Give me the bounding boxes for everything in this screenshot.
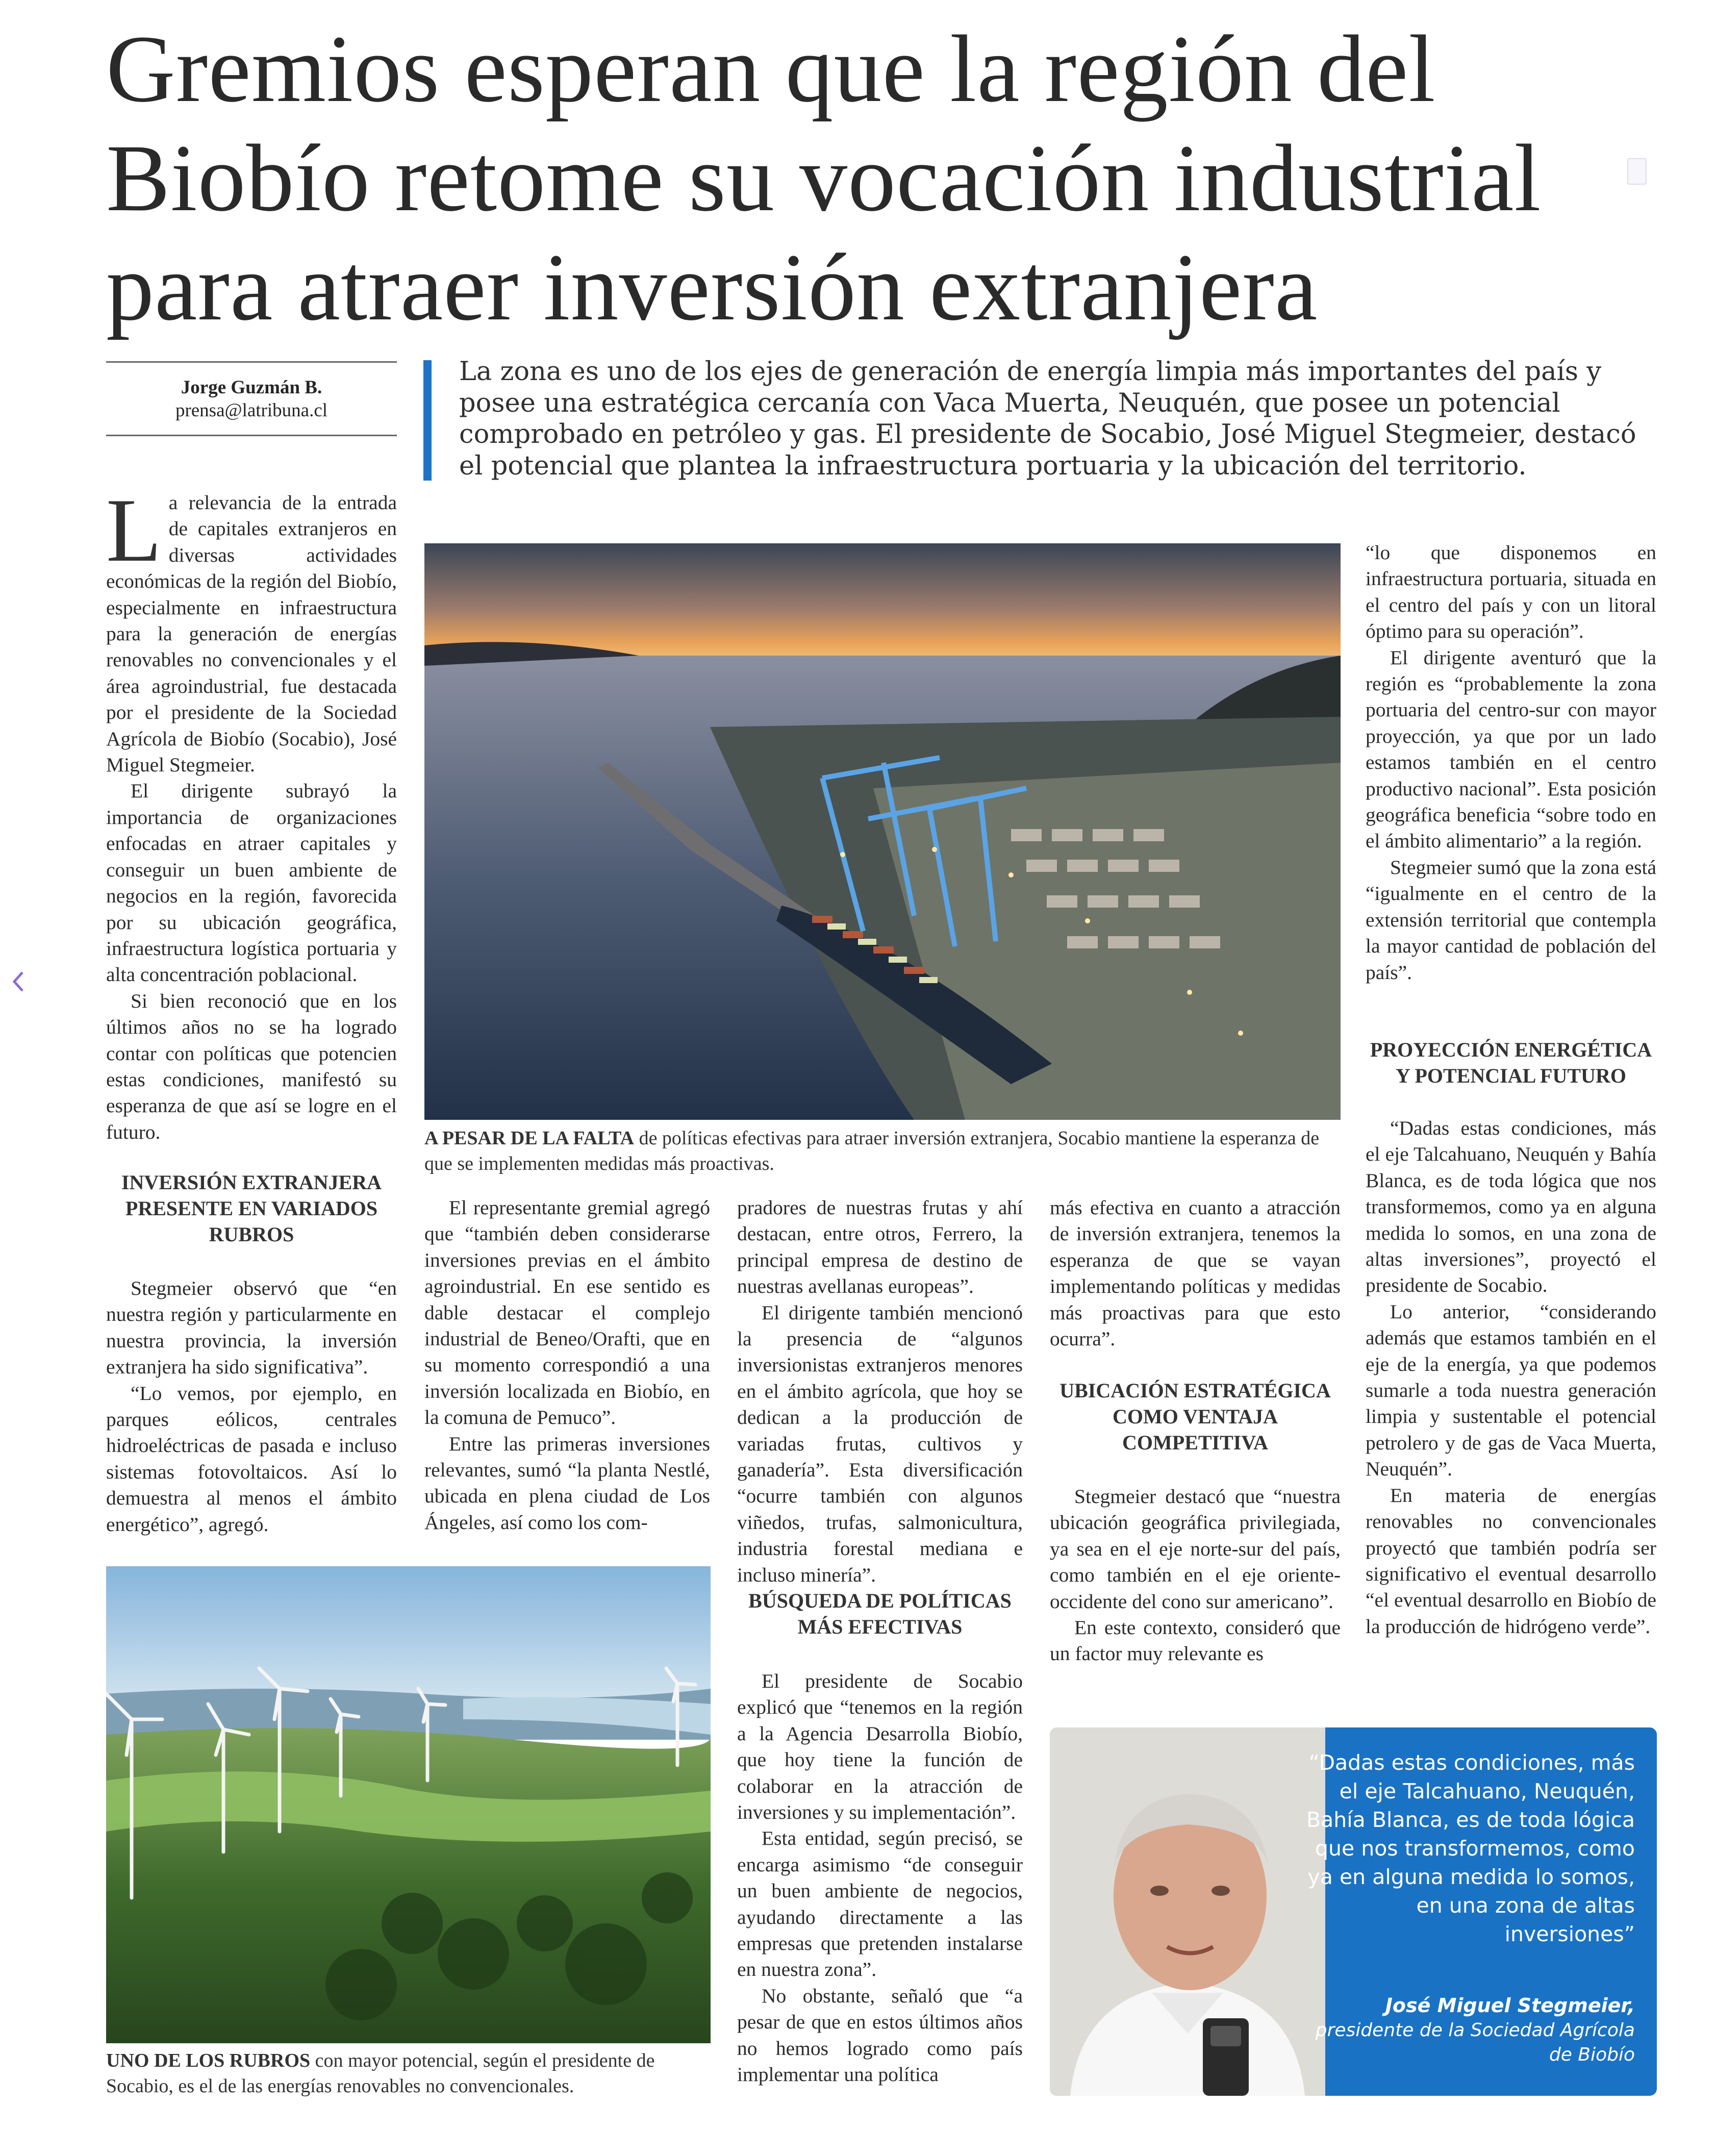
paragraph: No obstante, señaló que “a pesar de que en estos últimos años no hemos logrado como país implementar una política — [737, 1984, 1023, 2086]
column-2 — [424, 1195, 710, 1536]
paragraph: más efectiva en cuanto a atracción de inversión extranjera, tenemos la esperanza de que se vayan implementando políticas y medidas más proactivas para que esto ocurra”. — [1050, 1196, 1341, 1350]
paragraph: pradores de nuestras frutas y ahí destacan, entre otros, Ferrero, la principal empresa de destino de nuestras avellanas europeas”. — [737, 1196, 1023, 1298]
wind-farm-illustration — [106, 1566, 711, 2043]
lead-accent-bar — [423, 360, 432, 481]
chevron-left-icon[interactable] — [8, 966, 29, 997]
column-4-top — [1050, 1195, 1341, 1352]
column-1-top — [106, 480, 397, 1145]
paragraph: El dirigente aventuró que la región es “probablemente la zona portuaria del centro-sur con mayor proyección, ya que por un lado estamos también en el centro productivo nacional”. Esta posición geográfica beneficia “sobre todo en el ámbito alimentario” a la región. — [1366, 646, 1656, 853]
lead-paragraph: La zona es uno de los ejes de generación de energía limpia más importantes del país y posee una estratégica cercanía con Vaca Muerta, Neuquén, que posee un potencial comprobado en petróleo y gas. El presidente de Socabio, José Miguel Stegmeier, destacó el potencial que plantea la infraestructura portuaria y la ubicación del territorio. — [459, 357, 1636, 481]
port-photo-caption: A PESAR DE LA FALTA de políticas efectivas para atraer inversión extranjera, Socabio mantiene la esperanza de que se implementen medidas más proactivas. — [424, 1127, 1320, 1174]
paragraph: En este contexto, consideró que un factor muy relevante es — [1050, 1616, 1341, 1665]
column-3-top — [737, 1195, 1023, 1588]
paragraph: Si bien reconoció que en los últimos años no se ha logrado contar con políticas que potencien estas condiciones, manifestó su esperanza de que así se logre en el futuro. — [106, 989, 397, 1143]
page-note-icon[interactable] — [1627, 158, 1647, 185]
paragraph: Stegmeier destacó que “nuestra ubicación geográfica privilegiada, ya sea en el eje norte-sur del país, como también en el eje oriente-occidente del cono sur americano”. — [1050, 1485, 1341, 1613]
byline-rule-bottom — [106, 435, 397, 436]
drop-cap: L — [106, 480, 162, 581]
column-5-bottom — [1366, 1115, 1656, 1640]
pull-quote-role: presidente de la Sociedad Agrícola de Biobío — [1315, 2020, 1635, 2065]
column-1-bottom — [106, 1275, 397, 1538]
paragraph: La relevancia de la entrada de capitales extranjeros en diversas actividades económicas de la región del Biobío, especialmente en infraestructura para la generación de energías renovables no convencionales y el área agroindustrial, fue destacada por el presidente de la Sociedad Agrícola de Biobío (Socabio), José Miguel Stegmeier. — [106, 480, 397, 776]
byline-email[interactable]: prensa@latribuna.cl — [175, 400, 328, 421]
paragraph: Stegmeier sumó que la zona está “igualmente en el centro de la extensión territorial que contempla la mayor cantidad de población del país”. — [1366, 856, 1656, 984]
paragraph: En materia de energías renovables no convencionales proyectó que también podría ser significativo el eventual desarrollo “el eventual desarrollo en Biobío de la producción de hidrógeno verde”. — [1366, 1484, 1656, 1638]
headline: Gremios esperan que la región del Biobío retome su vocación industrial para atraer inversión extranjera — [106, 15, 1542, 340]
wind-farm-photo — [106, 1566, 711, 2043]
column-5-top — [1366, 540, 1656, 986]
paragraph: El presidente de Socabio explicó que “tenemos en la región a la Agencia Desarrolla Biobío, que hoy tiene la función de colaborar en la atracción de inversiones y su implementación”. — [737, 1670, 1023, 1824]
column-4-bottom — [1050, 1484, 1341, 1667]
paragraph: El representante gremial agregó que “también deben considerarse inversiones previas en el ámbito agroindustrial. En ese sentido es dable destacar el complejo industrial de Beneo/Orafti, que en su momento correspondió a una inversión localizada en Biobío, en la comuna de Pemuco”. — [424, 1196, 710, 1429]
paragraph: “Lo vemos, por ejemplo, en parques eólicos, centrales hidroeléctricas de pasada e incluso sistemas fotovoltaicos. Así lo demuestra al menos el ámbito energético”, agregó. — [106, 1382, 397, 1536]
paragraph: El dirigente también mencionó la presencia de “algunos inversionistas extranjeros menores en el ámbito agrícola, que hoy se dedican a la producción de variadas frutas, cultivos y ganadería”. Esta diversificación “ocurre también con algunos viñedos, trufas, salmonicultura, industria forestal mediana e incluso minería”. — [737, 1301, 1023, 1586]
paragraph: Entre las primeras inversiones relevantes, sumó “la planta Nestlé, ubicada en plena ciudad de Los Ángeles, así como los com- — [424, 1432, 710, 1534]
paragraph: Lo anterior, “considerando además que estamos también en el eje de la energía, ya que podemos sumarle a toda nuestra generación limpia y sustentable el potencial petrolero y de gas de Vaca Muerta, Neuquén”. — [1366, 1300, 1656, 1481]
paragraph: Stegmeier observó que “en nuestra región y particularmente en nuestra provincia, la inversión extranjera ha sido significativa”. — [106, 1277, 397, 1378]
paragraph: “Dadas estas condiciones, más el eje Talcahuano, Neuquén y Bahía Blanca, es de toda lógica que nos transformemos, como ya en alguna medida lo somos, en una zona de altas inversiones”, proyectó el presidente de Socabio. — [1366, 1117, 1656, 1297]
port-photo-illustration — [424, 543, 1341, 1120]
subhead-inversion: INVERSIÓN EXTRANJERA PRESENTE EN VARIADOS RUBROS — [121, 1171, 382, 1246]
byline-name: Jorge Guzmán B. — [181, 377, 322, 398]
column-3-bottom — [737, 1668, 1023, 2088]
paragraph: “lo que disponemos en infraestructura portuaria, situada en el centro del país y con un litoral óptimo para su operación”. — [1366, 541, 1656, 643]
byline-rule-top — [106, 361, 397, 363]
subhead-proyeccion: PROYECCIÓN ENERGÉTICA Y POTENCIAL FUTURO — [1370, 1038, 1652, 1087]
paragraph: El dirigente subrayó la importancia de organizaciones enfocadas en atraer capitales y conseguir un buen ambiente de negocios en la región, favorecida por su ubicación geográfica, infraestructura logística portuaria y alta concentración poblacional. — [106, 780, 397, 986]
pull-quote-text: “Dadas estas condiciones, más el eje Talcahuano, Neuquén, Bahía Blanca, es de toda lógica que nos transformemos, como ya en alguna medida lo somos, en una zona de altas inversiones” — [1306, 1750, 1635, 1946]
subhead-busqueda: BÚSQUEDA DE POLÍTICAS MÁS EFECTIVAS — [748, 1589, 1012, 1638]
portrait-photo — [1050, 1727, 1325, 2096]
wind-photo-caption: UNO DE LOS RUBROS con mayor potencial, según el presidente de Socabio, es el de las energías renovables no convencionales. — [106, 2050, 655, 2097]
paragraph: Esta entidad, según precisó, se encarga asimismo “de conseguir un buen ambiente de negocios, ayudando directamente a las empresas que pretenden instalarse en nuestra zona”. — [737, 1827, 1023, 1981]
pull-quote-name: José Miguel Stegmeier, — [1385, 1994, 1635, 2017]
subhead-ubicacion: UBICACIÓN ESTRATÉGICA COMO VENTAJA COMPETITIVA — [1059, 1379, 1331, 1454]
port-photo — [424, 543, 1341, 1120]
